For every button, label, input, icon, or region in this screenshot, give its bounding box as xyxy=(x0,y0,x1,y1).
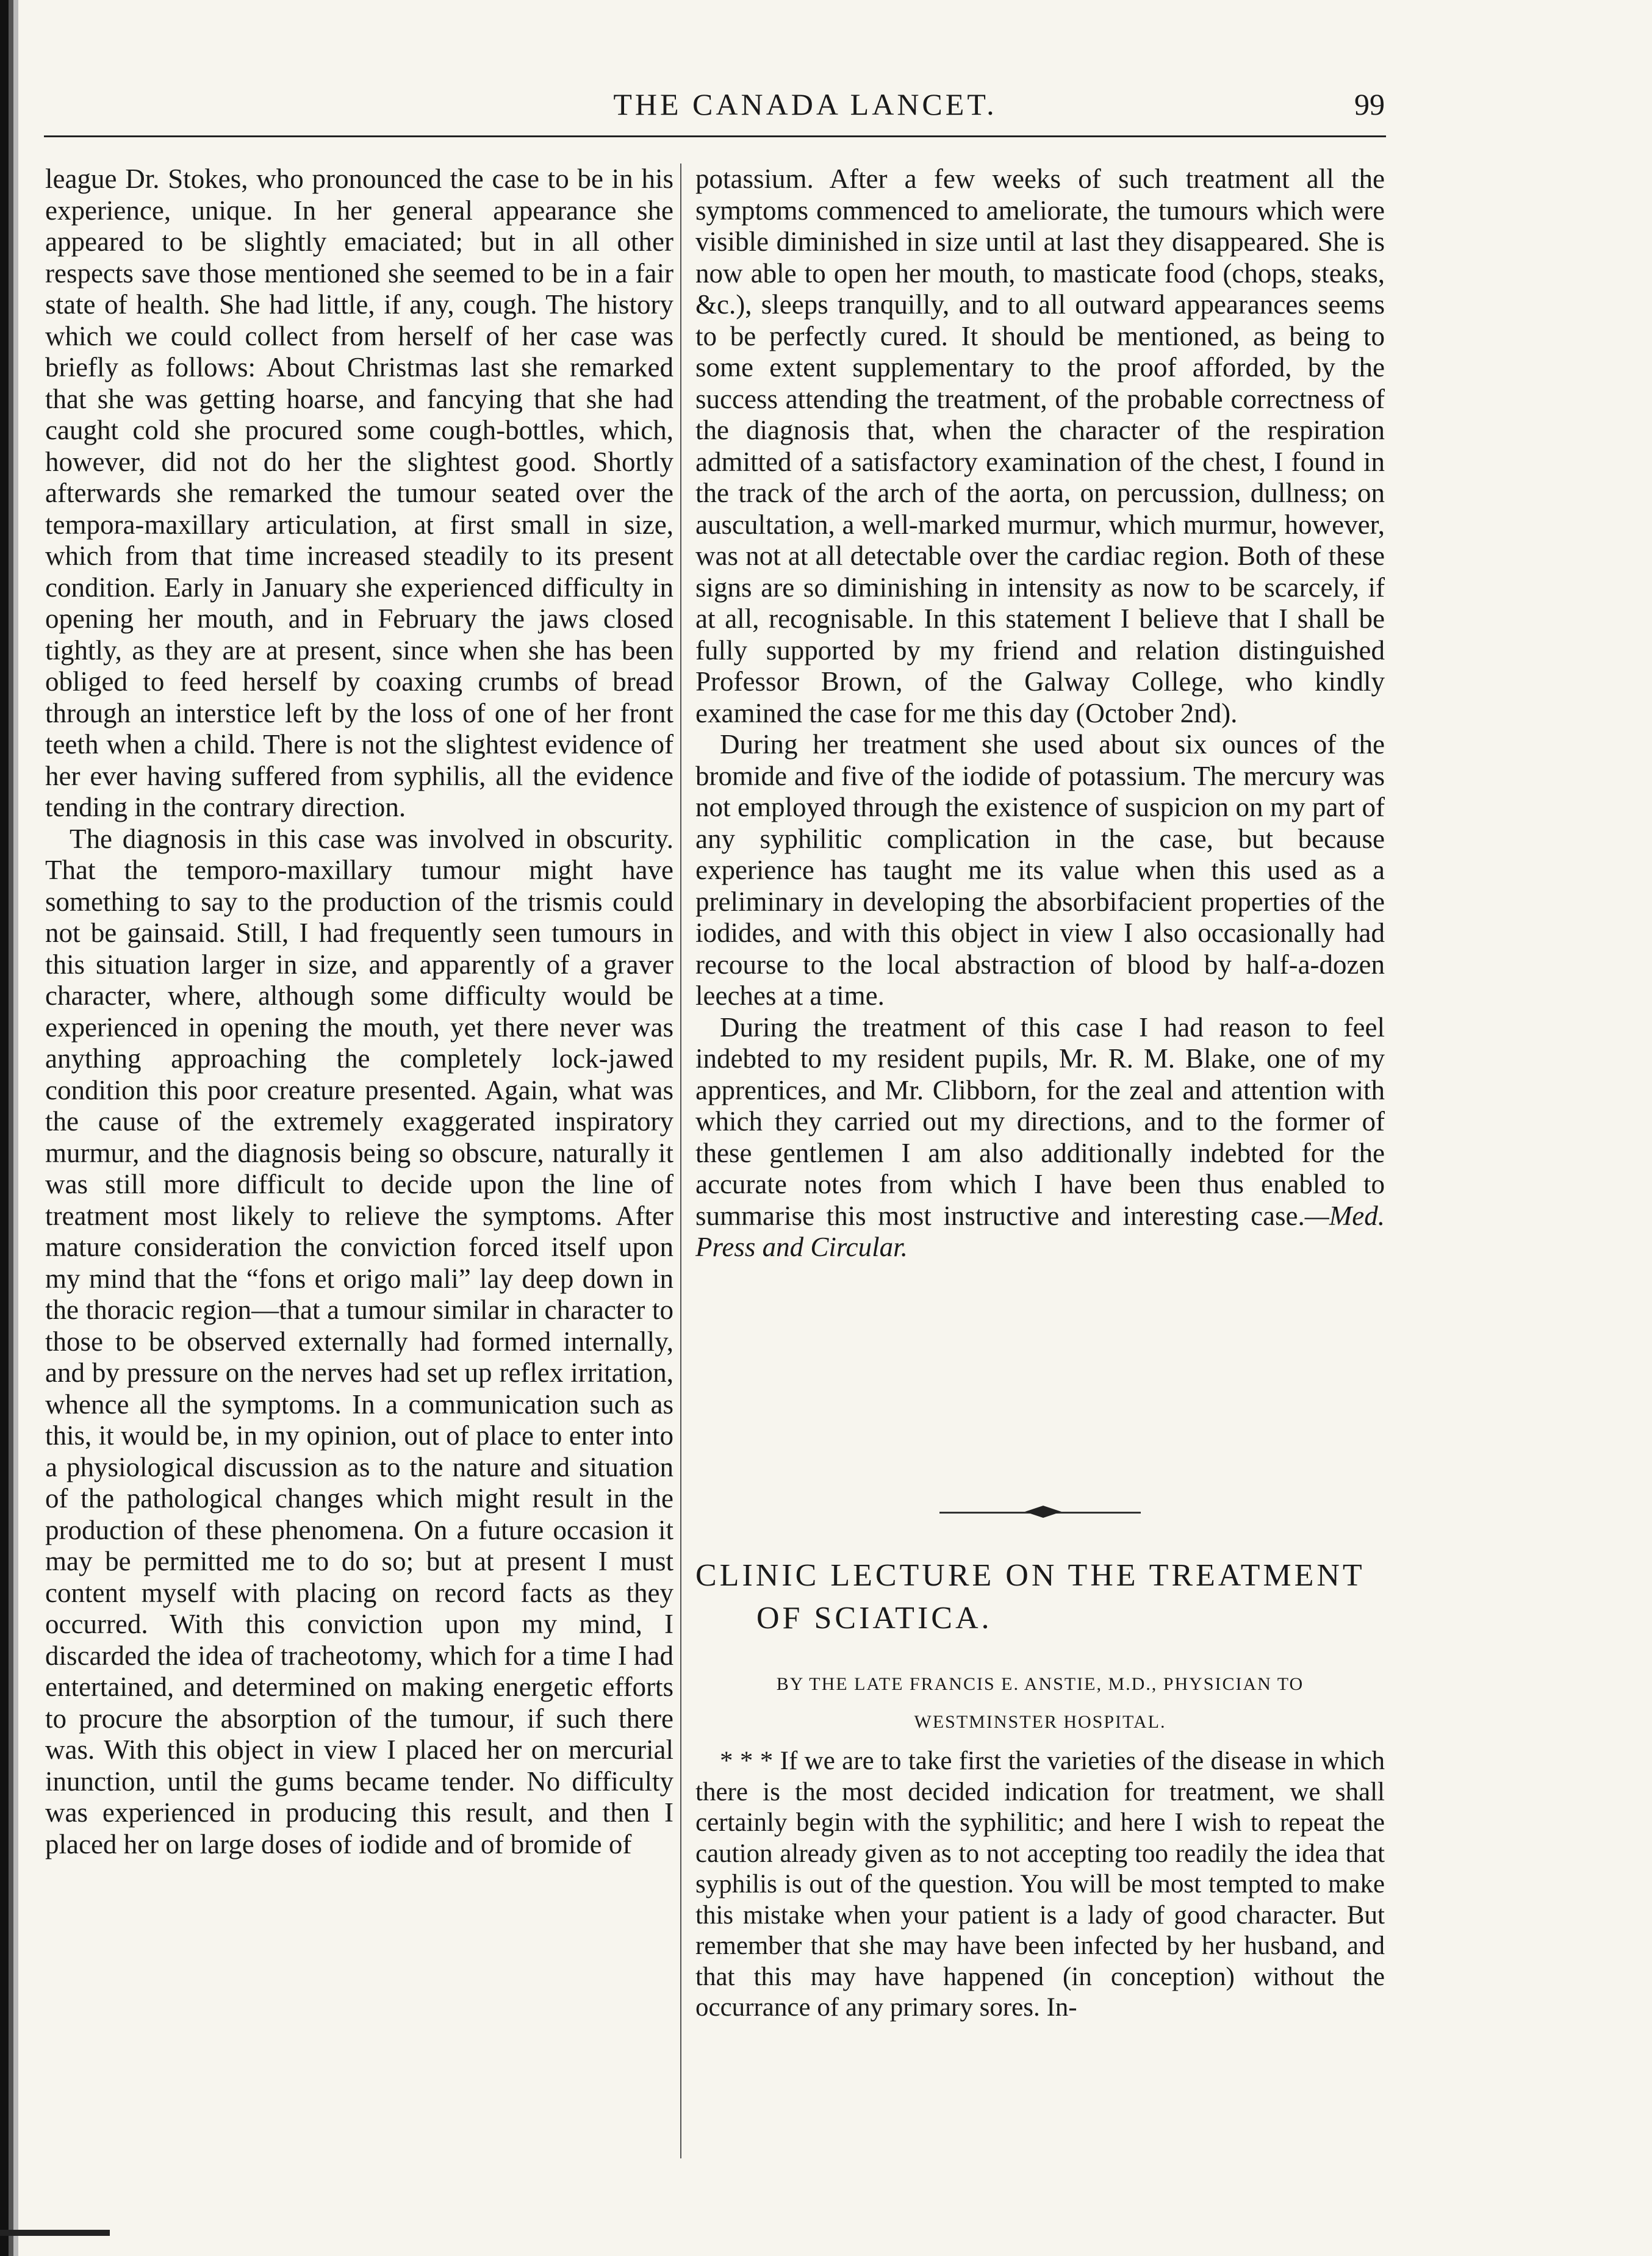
lecture-title-line-2: OF SCIATICA. xyxy=(756,1601,993,1636)
lecture-title-line-1: CLINIC LECTURE ON THE TREATMENT xyxy=(695,1558,1365,1593)
byline-line-1: BY THE LATE FRANCIS E. ANSTIE, M.D., PHYSICIAN TO xyxy=(776,1674,1304,1694)
book-spine-shadow xyxy=(0,0,18,2256)
lecture-body xyxy=(695,1746,1385,2024)
right-paragraph-1: potassium. After a few weeks of such treatment all the symptoms commenced to ameliorate, the tumours which were visible diminished in size until at last they disappeared. She is now able to open her mouth, to masticate food (chops, steaks, &c.), sleeps tranquilly, and to all outward appearances seems to be perfectly cured. It should be mentioned, as being to some extent supplementary to the proof afforded, by the success attending the treatment, of the probable correctness of the diagnosis that, when the character of the respiration admitted of a satisfactory examination of the chest, I found in the track of the arch of the aorta, on percussion, dullness; on auscultation, a well-marked murmur, which murmur, however, was not at all detectable over the cardiac region. Both of these signs are so diminishing in intensity as now to be scarcely, if at all, recognisable. In this statement I believe that I shall be fully supported by my friend and relation distinguished Professor Brown, of the Galway College, who kindly examined the case for me this day (October 2nd). xyxy=(695,163,1385,728)
left-column xyxy=(45,163,673,1860)
left-paragraph-1: league Dr. Stokes, who pronounced the case to be in his experience, unique. In her general appearance she appeared to be slightly emaciated; but in all other respects save those mentioned she seemed to be in a fair state of health. She had little, if any, cough. The history which we could collect from herself of her case was briefly as follows: About Christmas last she remarked that she was getting hoarse, and fancying that she had caught cold she procured some cough-bottles, which, however, did not do her the slightest good. Shortly afterwards she remarked the tumour seated over the tempora-maxillary articulation, at first small in size, which from that time increased steadily to its present condition. Early in January she experienced difficulty in opening her mouth, and in February the jaws closed tightly, as they are at present, since when she has been obliged to feed herself by coaxing crumbs of bread through an interstice left by the loss of one of her front teeth when a child. There is not the slightest evidence of her ever having suffered from syphilis, all the evidence tending in the contrary direction. xyxy=(45,163,673,822)
byline-line-2: WESTMINSTER HOSPITAL. xyxy=(914,1712,1166,1732)
lecture-paragraph-1: * * * If we are to take first the varieties of the disease in which there is the most decided indication for treatment, we shall certainly begin with the syphilitic; and here I wish to repeat the caution already given as to not accepting too readily the idea that syphilis is out of the question. You will be most tempted to make this mistake when your patient is a lady of good character. But remember that she may have been infected by her husband, and that this may have happened (in conception) without the occurrance of any primary sores. In- xyxy=(695,1747,1385,2022)
source-citation: —Med. Press and Circular. xyxy=(695,1200,1385,1262)
header-rule xyxy=(44,135,1386,137)
lecture-byline xyxy=(695,1665,1385,1741)
page-number: 99 xyxy=(1354,87,1385,121)
lecture-title xyxy=(695,1554,1385,1640)
column-divider xyxy=(680,163,681,2158)
right-paragraph-3 xyxy=(695,1012,1385,1263)
right-paragraph-3-text: During the treatment of this case I had reason to feel indebted to my resident pupils, Mr. R. M. Blake, one of my apprentices, and Mr. Clibborn, for the zeal and attention with which they carried out my directions, and to the former of these gentlemen I am also additionally indebted for the accurate notes from which I have been thus enabled to summarise this most instructive and interesting case. xyxy=(695,1011,1385,1231)
right-paragraph-2: During her treatment she used about six ounces of the bromide and five of the iodide of potassium. The mercury was not employed through the existence of suspicion on my part of any syphilitic complication in the case, but because experience has taught me its value when this used as a preliminary in developing the absorbifacient properties of the iodides, and with this object in view I also occasionally had recourse to the local abstraction of blood by half-a-dozen leeches at a time. xyxy=(695,729,1385,1011)
left-paragraph-2: The diagnosis in this case was involved in obscurity. That the temporo-maxillary tumour might have something to say to the production of the trismis could not be gainsaid. Still, I had frequently seen tumours in this situation larger in size, and apparently of a graver character, where, although some difficulty would be experienced in opening the mouth, yet there never was anything approaching the completely lock-jawed condition this poor creature presented. Again, what was the cause of the extremely exaggerated inspiratory murmur, and the diagnosis being so obscure, naturally it was still more difficult to decide upon the line of treatment most likely to relieve the symptoms. After mature consideration the conviction forced itself upon my mind that the “fons et origo mali” lay deep down in the thoracic region—that a tumour similar in character to those to be observed externally had formed internally, and by pressure on the nerves had set up reflex irritation, whence all the symptoms. In a communication such as this, it would be, in my opinion, out of place to enter into a physiological discussion as to the nature and situation of the pathological changes which might result in the production of these phenomena. On a future occasion it may be permitted me to do so; but at present I must content myself with placing on record facts as they occurred. With this conviction upon my mind, I discarded the idea of tracheotomy, which for a time I had entertained, and determined on making energetic efforts to procure the absorption of the tumour, if such there was. With this object in view I placed her on mercurial inunction, until the gums became tender. No difficulty was experienced in producing this result, and then I placed her on large doses of iodide and of bromide of xyxy=(45,823,673,1859)
running-header-title: THE CANADA LANCET. xyxy=(613,87,997,121)
page-edge-mark xyxy=(0,2230,110,2236)
right-column xyxy=(695,163,1385,1263)
